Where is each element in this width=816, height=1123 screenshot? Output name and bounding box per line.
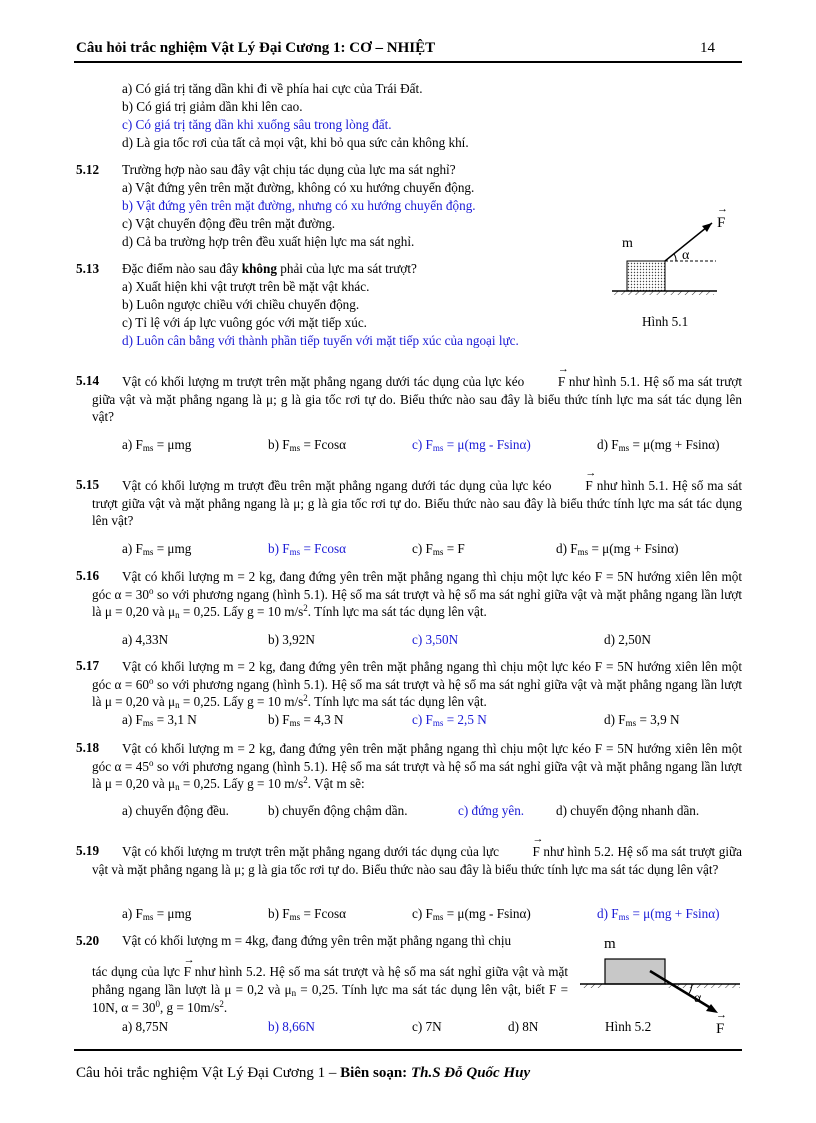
question-number: 5.16	[76, 568, 100, 583]
ground-hatch-left	[580, 984, 605, 988]
option-b-answer: b) $F_{ms} = Fcos\alpha$	[268, 541, 347, 557]
option-d: d) Cả ba trường hợp trên đều xuất hiện lực ma sát nghỉ.	[122, 234, 415, 249]
question-number: 5.15	[76, 477, 100, 492]
option-a: a) 8,75N	[122, 1019, 169, 1034]
option-d: d) $F_{ms} = 3,9$ N	[604, 712, 680, 728]
question-number: 5.20	[76, 933, 100, 948]
option-c: c) $F_{ms} = \mu(mg - Fsin\alpha)$	[412, 906, 531, 922]
alpha-label: α	[682, 248, 690, 263]
question-number: 5.17	[76, 658, 100, 673]
option-b: b) chuyển động chậm dần.	[268, 803, 408, 818]
ground-hatch	[614, 291, 714, 295]
figure-5-2	[580, 935, 740, 1040]
option-a: a) Xuất hiện khi vật trượt trên bề mặt vật khác.	[122, 279, 370, 294]
block	[627, 261, 665, 291]
figure-caption: Hình 5.2	[605, 1019, 652, 1034]
question-number: 5.12	[76, 162, 100, 177]
option-b: b) 3,92N	[268, 632, 315, 647]
option-a: a) Vật đứng yên trên mặt đường, không có xu hướng chuyển động.	[122, 180, 475, 195]
option-d: d) 2,50N	[604, 632, 651, 647]
question-number: 5.14	[76, 373, 100, 388]
option-d: d) $F_{ms} = \mu(mg + Fsin\alpha)$	[597, 437, 720, 453]
option-d: d) chuyển động nhanh dần.	[556, 803, 700, 818]
option-d: d) Là gia tốc rơi của tất cả mọi vật, khi bỏ qua sức cản không khí.	[122, 135, 469, 150]
option-d-answer: d) $F_{ms} = \mu(mg + Fsin\alpha)$	[597, 906, 720, 922]
page-footer: Câu hỏi trắc nghiệm Vật Lý Đại Cương 1 – Biên soạn: Th.S Đỗ Quốc Huy	[76, 1065, 531, 1081]
option-b: b) $F_{ms} = 4,3$ N	[268, 712, 344, 728]
option-c-answer: c) $F_{ms} = 2,5$ N	[412, 712, 487, 728]
question-text: tác dụng của lực → F như hình 5.2. Hệ số ma sát trượt và hệ số ma sát nghỉ giữa vật và mặt phẳng ngang lần lượt là μ = 0,2 và $\mu_n = 0,25$. Tính lực ma sát tác dụng lên vật, biết F = 10N, $\alpha = 30^0$, $g = 10m/s^2$.	[92, 963, 568, 1017]
question-number: 5.18	[76, 740, 100, 755]
footer-rule	[74, 1049, 742, 1051]
figure-5-1	[612, 205, 732, 330]
mass-label: m	[622, 236, 633, 251]
option-b-answer: b) 8,66N	[268, 1019, 315, 1034]
option-a: a) 4,33N	[122, 632, 169, 647]
header-rule	[74, 61, 742, 63]
page-header-title: Câu hỏi trắc nghiệm Vật Lý Đại Cương 1: CƠ – NHIỆT	[76, 40, 436, 56]
option-b: b) Có giá trị giảm dần khi lên cao.	[122, 99, 303, 114]
option-d: d) 8N	[508, 1019, 539, 1034]
option-a: a) $F_{ms} = \mu mg$	[122, 906, 192, 922]
option-d: d) $F_{ms} = \mu(mg + Fsin\alpha)$	[556, 541, 679, 557]
option-b: b) Luôn ngược chiều với chiều chuyển động.	[122, 297, 360, 312]
question-text: Đặc điểm nào sau đây không phải của lực ma sát trượt?	[122, 261, 417, 276]
block	[605, 959, 665, 984]
option-c: c) Vật chuyển động đều trên mặt đường.	[122, 216, 336, 231]
question-text: Vật có khối lượng m = 2 kg, đang đứng yên trên mặt phẳng ngang thì chịu một lực kéo F = 5N hướng xiên lên một góc $\alpha = 45^o$ so với phương ngang (hình 5.1). Hệ số ma sát trượt và hệ số ma sát nghỉ giữa vật và mặt phẳng ngang lần lượt là μ = 0,20 và $\mu_n = 0,25$. Lấy g = 10 $m/s^2$. Vật m sẽ:	[92, 741, 743, 792]
question-text: Vật có khối lượng m trượt đều trên mặt phẳng ngang dưới tác dụng của lực kéo → F như hình 5.1. Hệ số ma sát trượt giữa vật và mặt phẳng ngang là μ; g là gia tốc rơi tự do. Biểu thức nào sau đây là biểu thức tính lực ma sát tác dụng lên vật?	[92, 477, 742, 530]
force-label: → F	[716, 1021, 724, 1038]
question-text: Vật có khối lượng m = 2 kg, đang đứng yên trên mặt phẳng ngang thì chịu một lực kéo F = 5N hướng xiên lên một góc $\alpha = 60^o$ so với phương ngang (hình 5.1). Hệ số ma sát trượt và hệ số ma sát nghỉ giữa vật và mặt phẳng ngang lần lượt là μ = 0,20 và $\mu_n = 0,25$. Lấy g = 10 $m/s^2$. Tính lực ma sát tác dụng lên vật.	[92, 659, 743, 710]
figure-caption: Hình 5.1	[642, 314, 689, 329]
option-c: c) $F_{ms} = F$	[412, 541, 465, 557]
question-text: Vật có khối lượng m = 2 kg, đang đứng yên trên mặt phẳng ngang thì chịu một lực kéo F = 5N hướng xiên lên một góc $\alpha = 30^o$ so với phương ngang (hình 5.1). Hệ số ma sát trượt và hệ số ma sát nghỉ giữa vật và mặt phẳng ngang lần lượt là μ = 0,20 và $\mu_n = 0,25$. Lấy g = 10 $m/s^2$. Tính lực ma sát tác dụng lên vật.	[92, 569, 743, 620]
question-text: Vật có khối lượng m trượt trên mặt phẳng ngang dưới tác dụng của lực kéo → F như hình 5.1. Hệ số ma sát trượt giữa vật và mặt phẳng ngang là μ; g là gia tốc rơi tự do. Biểu thức nào sau đây là biểu thức tính lực ma sát tác dụng lên vật?	[92, 373, 742, 426]
question-text-line1: Vật có khối lượng m = 4kg, đang đứng yên trên mặt phẳng ngang thì chịu	[122, 933, 512, 948]
question-text: Vật có khối lượng m trượt trên mặt phẳng ngang dưới tác dụng của lực → F như hình 5.2. Hệ số ma sát trượt giữa vật và mặt phẳng ngang là μ; g là gia tốc rơi tự do. Biểu thức nào sau đây là biểu thức tính lực ma sát tác dụng lên vật?	[92, 843, 742, 878]
angle-arc	[674, 254, 676, 261]
alpha-label: α	[694, 991, 702, 1006]
option-c-answer: c) đứng yên.	[458, 803, 525, 818]
force-label: → F	[717, 215, 725, 232]
option-a: a) chuyển động đều.	[122, 803, 229, 818]
option-b: b) $F_{ms} = Fcos\alpha$	[268, 437, 347, 453]
option-c-answer: c) 3,50N	[412, 632, 459, 647]
question-number: 5.13	[76, 261, 100, 276]
option-a: a) $F_{ms} = \mu mg$	[122, 437, 192, 453]
option-d-answer: d) Luôn cân bằng với thành phần tiếp tuyến với mặt tiếp xúc của ngoại lực.	[122, 333, 519, 348]
option-a: a) $F_{ms} = 3,1$ N	[122, 712, 197, 728]
question-number: 5.19	[76, 843, 100, 858]
page-number: 14	[700, 40, 715, 56]
option-b-answer: b) Vật đứng yên trên mặt đường, nhưng có xu hướng chuyển động.	[122, 198, 476, 213]
option-a: a) Có giá trị tăng dần khi đi về phía hai cực của Trái Đất.	[122, 81, 423, 96]
option-c: c) 7N	[412, 1019, 442, 1034]
question-text: Trường hợp nào sau đây vật chịu tác dụng của lực ma sát nghỉ?	[122, 162, 456, 177]
option-c-answer: c) Có giá trị tăng dần khi xuống sâu trong lòng đất.	[122, 117, 392, 132]
option-b: b) $F_{ms} = Fcos\alpha$	[268, 906, 347, 922]
mass-label: m	[604, 936, 616, 952]
option-a: a) $F_{ms} = \mu mg$	[122, 541, 192, 557]
force-arrow	[650, 971, 714, 1010]
option-c: c) Tỉ lệ với áp lực vuông góc với mặt tiếp xúc.	[122, 315, 367, 330]
option-c-answer: c) $F_{ms} = \mu(mg - Fsin\alpha)$	[412, 437, 531, 453]
